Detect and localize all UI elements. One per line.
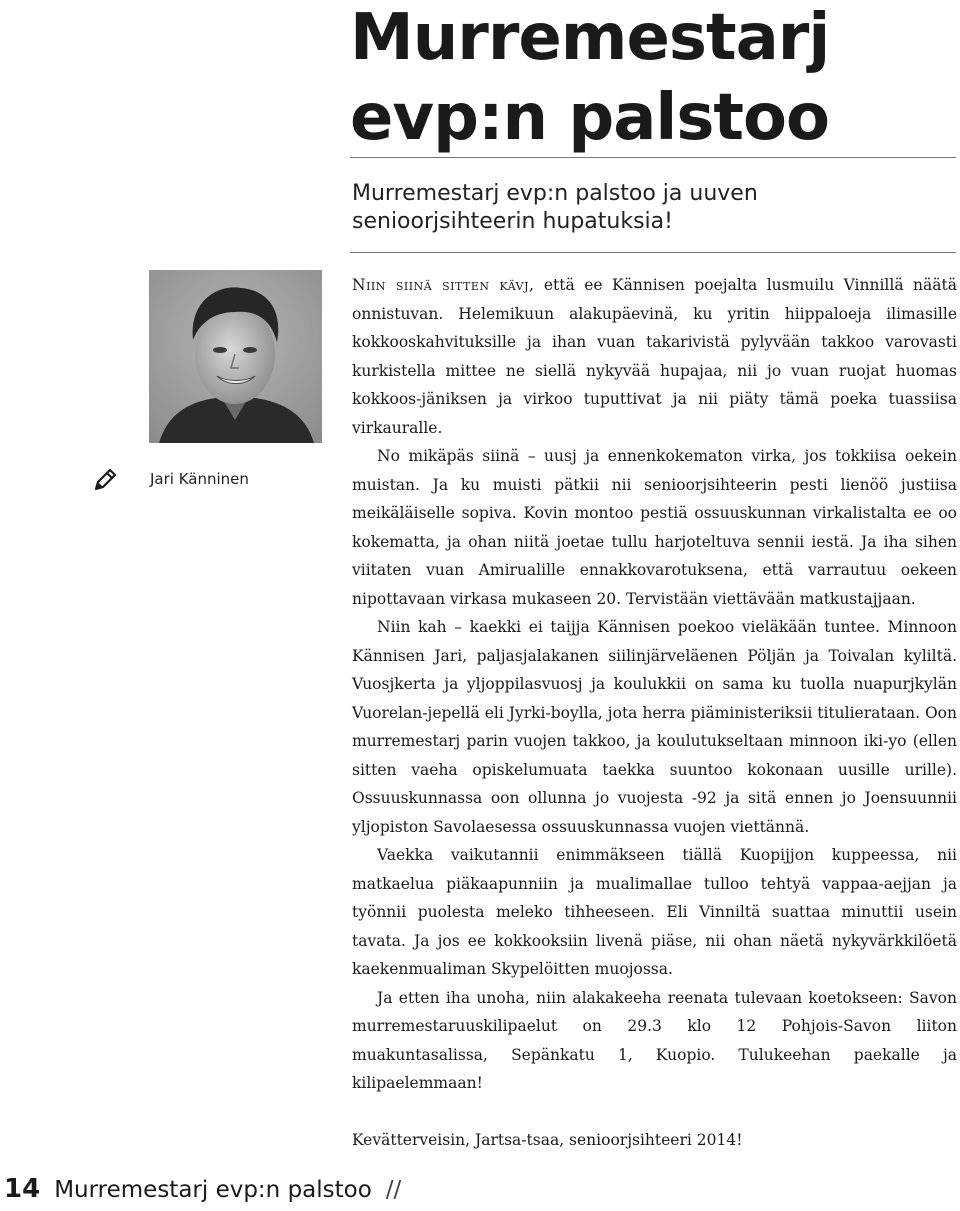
title-line-2: evp:n palstoo [350, 81, 829, 155]
author-photo [149, 270, 322, 443]
paragraph: No mikäpäs siinä – uusj ja ennenkokematon virka, jos tokkiisa oekein muistan. Ja ku muisti pätkii nii senioorjsihteerin pesti lienöö justiisa meikäläiselle sopiva. Kovin montoo pestiä ossuuskunnan virkalistalta ee oo kokematta, ja ohan niitä joetae tullu harjoteltuva sennii iestä. Ja iha sihen viitaten vuan Amirualille ennakkovarotuksena, että varrautuu oekeen nipottavaan virkasa mukaseen 20. Tervistään viettävään matkustajjaan. [352, 447, 957, 608]
footer-slash: // [385, 1177, 402, 1203]
paragraph: Niin kah – kaekki ei taijja Kännisen poekoo vieläkään tuntee. Minnoon Kännisen Jari, paljasjalakanen siilinjärveläenen Pöljän ja Toivalan kyliltä. Vuosjkerta ja yljoppilasvuosj ja koulukkii on sama ku tuolla nuapurjkylän Vuorelan-jepellä eli Jyrki-boylla, jota herra piäministeriksii titulierataan. Oon murremestarj parin vuojen takkoo, ja koulutukseltaan minnoon iki-yo (ellen sitten vaeha opiskelumuata taekka suuntoo kokonaan uusille urille). Ossuuskunnassa oon ollunna jo vuojesta -92 ja sitä ennen jo Joensuunnii yljopiston Savolaesessa ossuuskunnassa vuojen viettännä. [352, 618, 957, 836]
paragraph: Ja etten iha unoha, niin alakakeeha reenata tulevaan koetokseen: Savon murremestaruuskilipaelut on 29.3 klo 12 Pohjois-Savon liiton muakuntasalissa, Sepänkatu 1, Kuopio. Tulukeehan paekalle ja kilipaelemmaan! [352, 988, 957, 1092]
article-body [352, 271, 957, 1154]
mid-divider [350, 252, 956, 253]
page-footer [4, 1174, 401, 1204]
pencil-icon [92, 467, 118, 493]
paragraph-text: että ee Kännisen poejalta lusmuilu Vinnillä näätä onnistuvan. Helemikuun alakupäevinä, ku yritin hiippaloeja ilimasille kokkooskahvituksille ja ihan vuan takarivistä pylyvään takkoo varovasti kurkistella mittee ne siellä nykyvää hupajaa, nii jo vuan ruojat huomas kokkoos-jäniksen ja virkoo tuputtivat ja nii piäty tämä poeka tuassiisa virkauralle. [352, 276, 957, 437]
paragraph-lead-in: Niin siinä sitten kävj, [352, 276, 535, 294]
footer-section: Murremestarj evp:n palstoo [54, 1177, 372, 1203]
author-name: Jari Känninen [150, 470, 249, 488]
signature: Kevätterveisin, Jartsa-tsaa, senioorjsihteeri 2014! [352, 1130, 743, 1149]
paragraph: Vaekka vaikutannii enimmäkseen tiällä Kuopijjon kuppeessa, nii matkaelua piäkaapunniin ja mualimallae tulloo tehtyä vappaa-aejjan ja työnnii puolesta meleko tihheeseen. Eli Vinniltä suattaa minuttii usein tavata. Ja jos ee kokkooksiin livenä piäse, nii ohan näetä nykyvärkkilöetä kaekenmualiman Skypelöitten muojossa. [352, 846, 957, 978]
title-line-1: Murremestarj [350, 1, 830, 75]
paragraph [352, 271, 957, 442]
lead-text: Murremestarj evp:n palstoo ja uuven senioorjsihteerin hupatuksia! [352, 181, 758, 234]
page-title [350, 0, 829, 158]
top-divider [350, 157, 956, 158]
page-number: 14 [4, 1174, 41, 1204]
